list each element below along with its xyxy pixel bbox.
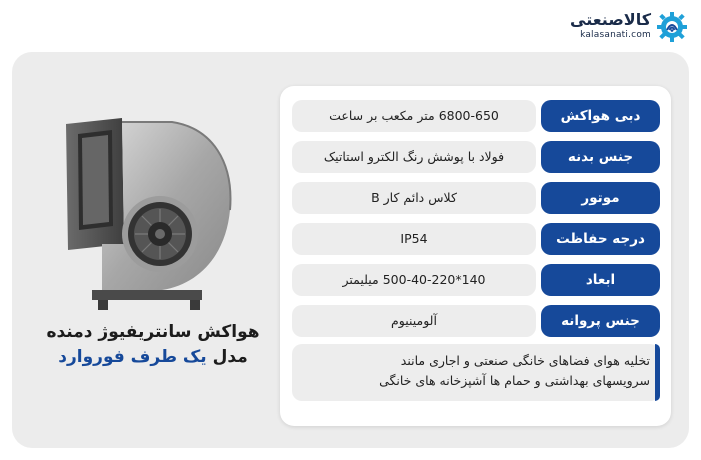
product-title-line2: [38, 344, 268, 370]
product-panel: [12, 52, 689, 448]
description-line2: سرویسهای بهداشتی و حمام ها آشپزخانه های خانگی: [379, 373, 650, 388]
spec-label: دبی هواکش: [541, 100, 660, 132]
gear-wifi-icon: [655, 10, 689, 44]
brand-name: کالاصنعتی: [570, 10, 651, 29]
description-line1: تخلیه هوای فضاهای خانگی صنعتی و اجاری مانند: [400, 353, 650, 368]
spec-label: ابعاد: [541, 264, 660, 296]
spec-value: 140*500-40-220 میلیمتر: [292, 264, 536, 296]
spec-row-impeller: [292, 305, 660, 337]
spec-label: جنس پروانه: [541, 305, 660, 337]
brand-domain: kalasanati.com: [580, 30, 651, 40]
title-highlight: یک طرف فوروارد: [58, 347, 207, 367]
spec-row-motor: [292, 182, 660, 214]
spec-row-airflow: [292, 100, 660, 132]
spec-value: آلومینیوم: [292, 305, 536, 337]
product-title-line1: هواکش سانتریفیوژ دمنده: [46, 322, 260, 342]
application-description: [292, 344, 660, 401]
spec-row-dimensions: [292, 264, 660, 296]
spec-value: فولاد با پوشش رنگ الکترو استاتیک: [292, 141, 536, 173]
description-accent-bar: [655, 344, 660, 401]
spec-row-protection: [292, 223, 660, 255]
centrifugal-fan-image: [62, 114, 242, 314]
spec-value: IP54: [292, 223, 536, 255]
spec-card: [280, 86, 671, 426]
spec-row-body: [292, 141, 660, 173]
spec-value: کلاس دائم کار B: [292, 182, 536, 214]
title-prefix: مدل: [212, 347, 248, 367]
spec-value: 6800-650 متر مکعب بر ساعت: [292, 100, 536, 132]
spec-label: موتور: [541, 182, 660, 214]
spec-label: جنس بدنه: [541, 141, 660, 173]
product-title: [38, 320, 268, 370]
brand-logo[interactable]: [569, 8, 689, 48]
spec-label: درجه حفاظت: [541, 223, 660, 255]
